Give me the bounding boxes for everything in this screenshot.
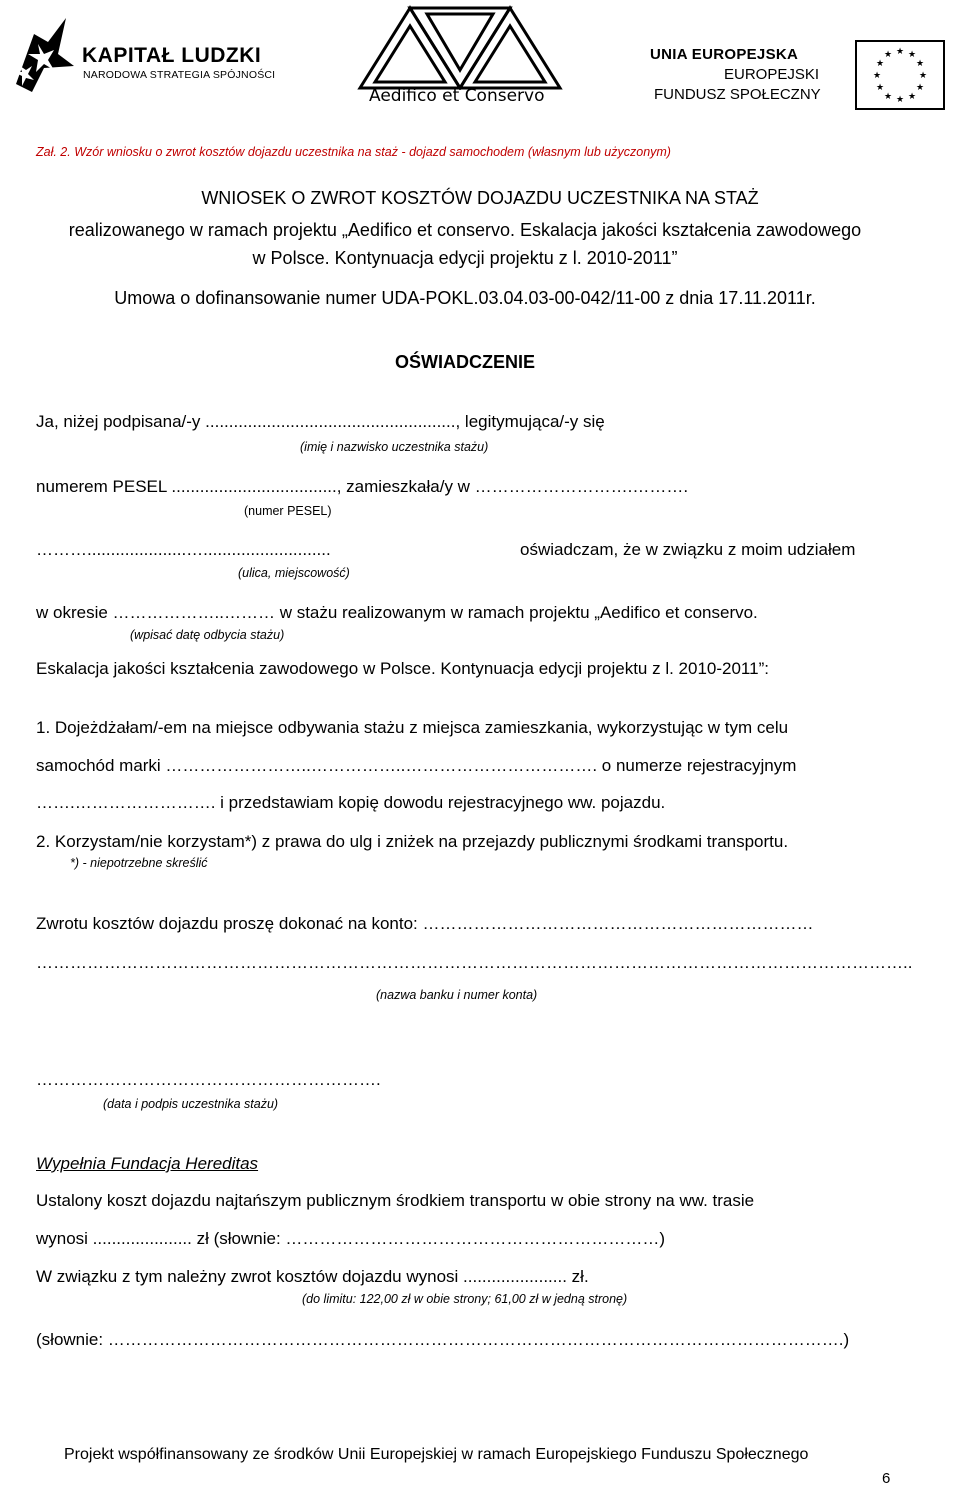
signature-dots: ……………………………………………………. (36, 1070, 381, 1089)
form-line-address: ……….....................…........................... (36, 540, 331, 559)
point-1-line-c: …….……………………. i przedstawiam kopię dowodu rejestracyjnego ww. pojazdu. (36, 793, 666, 812)
declaration-heading: OŚWIADCZENIE (394, 352, 535, 372)
svg-text:★: ★ (915, 59, 925, 69)
contract-line: Umowa o dofinansowanie numer UDA-POKL.03.04.03-00-042/11-00 z dnia 17.11.2011r. (114, 288, 816, 308)
foundation-line-1: Ustalony koszt dojazdu najtańszym publicznym środkiem transportu w obie strony na ww. trasie (36, 1191, 755, 1210)
eu-line-2: EUROPEJSKI (724, 66, 820, 83)
svg-text:★: ★ (918, 71, 928, 81)
page-number: 6 (882, 1470, 891, 1487)
svg-text:★: ★ (907, 92, 917, 102)
svg-text:★: ★ (875, 59, 885, 69)
signature-note: (data i podpis uczestnika stażu) (103, 1097, 279, 1111)
foundation-limit-note: (do limitu: 122,00 zł w obie strony; 61,00 zł w jedną stronę) (302, 1292, 628, 1306)
svg-text:★: ★ (872, 71, 882, 81)
svg-text:★: ★ (907, 50, 917, 60)
form-line-declaration: oświadczam, że w związku z moim udziałem (520, 540, 856, 559)
foundation-line-2: wynosi ..................... zł (słownie: …………………………………………………………) (36, 1229, 666, 1248)
account-line: Zwrotu kosztów dojazdu proszę dokonać na konto: …………………………………………………………… (36, 914, 814, 933)
triangles-emblem-icon (355, 0, 565, 90)
svg-text:★: ★ (875, 83, 885, 93)
foundation-line-3: W związku z tym należny zwrot kosztów dojazdu wynosi ...................... zł. (36, 1267, 589, 1286)
subtitle-line-2: w Polsce. Kontynuacja edycji projektu z l. 2010-2011” (252, 248, 678, 268)
kapital-ludzki-logo (8, 14, 298, 94)
account-dots: ……………………………………………………………………………………………………………………………………….. (36, 953, 913, 972)
star-emblem-icon (8, 14, 78, 94)
point-2-line: 2. Korzystam/nie korzystam*) z prawa do ulg i zniżek na przejazdy publicznymi środkami transportu. (36, 832, 789, 851)
account-note: (nazwa banku i numer konta) (376, 988, 538, 1002)
note-period: (wpisać datę odbycia stażu) (130, 628, 285, 642)
svg-text:★: ★ (915, 83, 925, 93)
form-line-name: Ja, niżej podpisana/-y ....................................................., legitymująca/-y się (36, 412, 605, 431)
subtitle-line-1: realizowanego w ramach projektu „Aedifico et conservo. Eskalacja jakości kształcenia zawodowego (68, 220, 862, 240)
kapital-title: KAPITAŁ LUDZKI (82, 44, 262, 67)
note-name: (imię i nazwisko uczestnika stażu) (300, 440, 489, 454)
point-1-line-b: samochód marki ……………………..……………..……………………………. o numerze rejestracyjnym (36, 756, 797, 775)
eu-line-3: FUNDUSZ SPOŁECZNY (654, 86, 821, 103)
svg-text:★: ★ (895, 47, 905, 57)
aedifico-logo-text: Aedifico et Conservo (369, 86, 545, 106)
point-1-line-a: 1. Dojeżdżałam/-em na miejsce odbywania stażu z miejsca zamieszkania, wykorzystując w tym celu (36, 718, 789, 737)
note-address: (ulica, miejscowość) (238, 566, 350, 580)
foundation-heading: Wypełnia Fundacja Hereditas (36, 1154, 259, 1173)
form-line-project: Eskalacja jakości kształcenia zawodowego w Polsce. Kontynuacja edycji projektu z l. 2010-2011”: (36, 659, 769, 678)
foundation-line-4: (słownie: ………………………………………………………………………………………………………………….) (36, 1330, 850, 1349)
svg-text:★: ★ (883, 50, 893, 60)
eu-line-1: UNIA EUROPEJSKA (650, 46, 799, 63)
aedifico-logo (355, 0, 565, 110)
note-pesel: (numer PESEL) (244, 504, 332, 518)
kapital-subtitle: NARODOWA STRATEGIA SPÓJNOŚCI (83, 69, 276, 81)
point-2-note: *) - niepotrzebne skreślić (70, 856, 208, 870)
eu-flag-icon (855, 40, 945, 110)
form-line-period: w okresie ………………..……… w stażu realizowanym w ramach projektu „Aedifico et conservo. (36, 603, 758, 622)
document-title: WNIOSEK O ZWROT KOSZTÓW DOJAZDU UCZESTNIKA NA STAŻ (201, 188, 759, 208)
form-line-pesel: numerem PESEL ..................................., zamieszkała/y w ……………………….………. (36, 477, 689, 496)
eu-logo (650, 40, 950, 120)
svg-text:★: ★ (883, 92, 893, 102)
footer-text: Projekt współfinansowany ze środków Unii Europejskiej w ramach Europejskiego Funduszu Społecznego (64, 1446, 809, 1463)
svg-text:★: ★ (895, 95, 905, 105)
attachment-line: Zał. 2. Wzór wniosku o zwrot kosztów dojazdu uczestnika na staż - dojazd samochodem (własnym lub użyczonym) (36, 145, 671, 159)
